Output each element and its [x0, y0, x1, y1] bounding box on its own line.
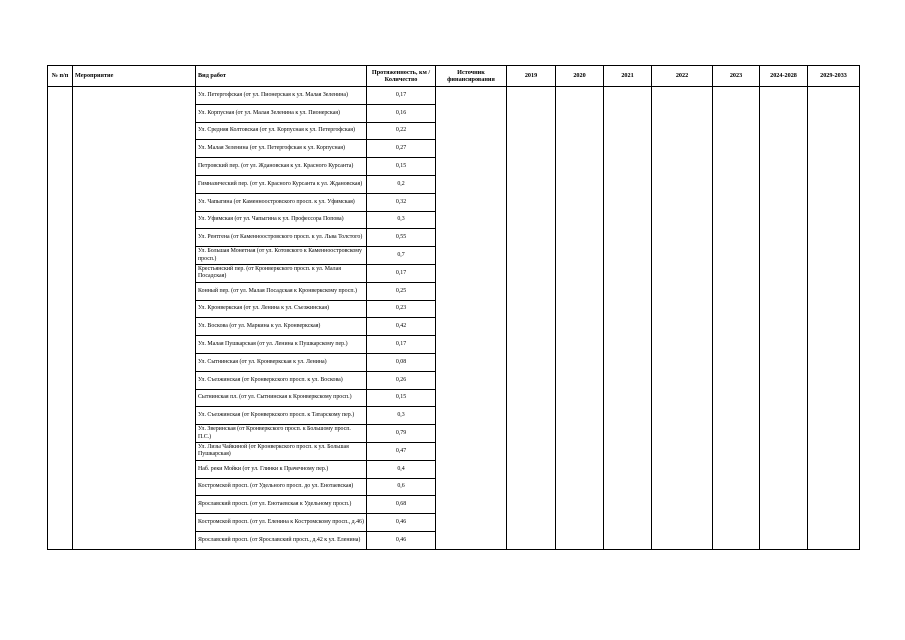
header-2024-2028: 2024-2028 [760, 66, 808, 87]
source-cell [436, 87, 507, 550]
length-cell: 0,3 [367, 211, 436, 229]
work-type-cell: Крестьянский пер. (от Кронверкского просп. к ул. Малая Посадская) [196, 264, 367, 282]
length-cell: 0,79 [367, 425, 436, 443]
header-2020: 2020 [556, 66, 604, 87]
header-row [48, 66, 860, 87]
header-num: № п/п [48, 66, 73, 87]
length-cell: 0,27 [367, 140, 436, 158]
length-cell: 0,17 [367, 264, 436, 282]
length-cell: 0,68 [367, 496, 436, 514]
length-cell: 0,4 [367, 460, 436, 478]
length-cell: 0,32 [367, 193, 436, 211]
cell-2020 [556, 87, 604, 550]
work-type-cell: Ярославский просп. (от Ярославский просп., д.42 к ул. Еленина) [196, 531, 367, 549]
work-type-cell: Ул. Средняя Колтовская (от ул. Корпусная к ул. Петергофская) [196, 122, 367, 140]
work-type-cell: Ул. Корпусная (от ул. Малая Зеленина к ул. Пионерская) [196, 104, 367, 122]
table-row [48, 87, 860, 105]
work-type-cell: Ул. Зверинская (от Кронверкского просп. к Большому просп. П.С.) [196, 425, 367, 443]
length-cell: 0,46 [367, 514, 436, 532]
header-event: Мероприятие [73, 66, 196, 87]
length-cell: 0,3 [367, 407, 436, 425]
work-type-cell: Конный пер. (от ул. Малая Посадская к Кронверкскому просп.) [196, 282, 367, 300]
works-table [47, 65, 860, 550]
length-cell: 0,42 [367, 318, 436, 336]
header-2019: 2019 [507, 66, 556, 87]
header-2029-2033: 2029-2033 [808, 66, 860, 87]
length-cell: 0,22 [367, 122, 436, 140]
length-cell: 0,55 [367, 229, 436, 247]
work-type-cell: Ул. Большая Монетная (от ул. Котовского к Каменноостровскому просп.) [196, 247, 367, 265]
event-cell [73, 87, 196, 550]
length-cell: 0,17 [367, 87, 436, 105]
work-type-cell: Сытнинская пл. (от ул. Сытнинская к Кронверкскому просп.) [196, 389, 367, 407]
table-body [48, 87, 860, 550]
length-cell: 0,46 [367, 531, 436, 549]
work-type-cell: Петровский пер. (от ул. Ждановская к ул. Красного Курсанта) [196, 158, 367, 176]
header-2022: 2022 [652, 66, 713, 87]
header-2023: 2023 [713, 66, 760, 87]
work-type-cell: Костромской просп. (от Удельного просп. до ул. Енотаевская) [196, 478, 367, 496]
work-type-cell: Ул. Сытнинская (от ул. Кронверкская к ул. Ленина) [196, 353, 367, 371]
length-cell: 0,47 [367, 442, 436, 460]
length-cell: 0,2 [367, 175, 436, 193]
cell-2019 [507, 87, 556, 550]
length-cell: 0,16 [367, 104, 436, 122]
work-type-cell: Ул. Уфимская (от ул. Чапыгина к ул. Профессора Попова) [196, 211, 367, 229]
work-type-cell: Ул. Петергофская (от ул. Пионерская к ул. Малая Зеленина) [196, 87, 367, 105]
header-source: Источник финансирования [436, 66, 507, 87]
work-type-cell: Наб. реки Мойки (от ул. Глинки к Прачечному пер.) [196, 460, 367, 478]
length-cell: 0,7 [367, 247, 436, 265]
length-cell: 0,08 [367, 353, 436, 371]
header-length: Протяженность, км / Количество [367, 66, 436, 87]
num-cell [48, 87, 73, 550]
work-type-cell: Ул. Воскова (от ул. Маркина к ул. Кронверкская) [196, 318, 367, 336]
work-type-cell: Ярославский просп. (от ул. Енотаевская к Удельному просп.) [196, 496, 367, 514]
length-cell: 0,15 [367, 158, 436, 176]
cell-2029-2033 [808, 87, 860, 550]
length-cell: 0,15 [367, 389, 436, 407]
work-type-cell: Ул. Малая Пушкарская (от ул. Ленина к Пушкарскому пер.) [196, 336, 367, 354]
length-cell: 0,6 [367, 478, 436, 496]
work-type-cell: Ул. Лизы Чайкиной (от Кронверкского просп. к ул. Большая Пушкарская) [196, 442, 367, 460]
cell-2024-2028 [760, 87, 808, 550]
work-type-cell: Ул. Кронверкская (от ул. Ленина к ул. Съезжинская) [196, 300, 367, 318]
work-type-cell: Ул. Съезжинская (от Кронверкского просп. к Татарскому пер.) [196, 407, 367, 425]
work-type-cell: Ул. Съезжинская (от Кронверкского просп. к ул. Воскова) [196, 371, 367, 389]
length-cell: 0,23 [367, 300, 436, 318]
header-2021: 2021 [604, 66, 652, 87]
length-cell: 0,25 [367, 282, 436, 300]
work-type-cell: Ул. Чапыгина (от Каменноостровского просп. к ул. Уфимская) [196, 193, 367, 211]
work-type-cell: Гимназический пер. (от ул. Красного Курсанта к ул. Ждановская) [196, 175, 367, 193]
length-cell: 0,26 [367, 371, 436, 389]
work-type-cell: Костромской просп. (от ул. Еленина к Костромскому просп., д.46) [196, 514, 367, 532]
cell-2021 [604, 87, 652, 550]
length-cell: 0,17 [367, 336, 436, 354]
cell-2022 [652, 87, 713, 550]
work-type-cell: Ул. Малая Зеленина (от ул. Петергофская к ул. Корпусная) [196, 140, 367, 158]
cell-2023 [713, 87, 760, 550]
work-type-cell: Ул. Рентгена (от Каменноостровского просп. к ул. Льва Толстого) [196, 229, 367, 247]
header-work-type: Вид работ [196, 66, 367, 87]
